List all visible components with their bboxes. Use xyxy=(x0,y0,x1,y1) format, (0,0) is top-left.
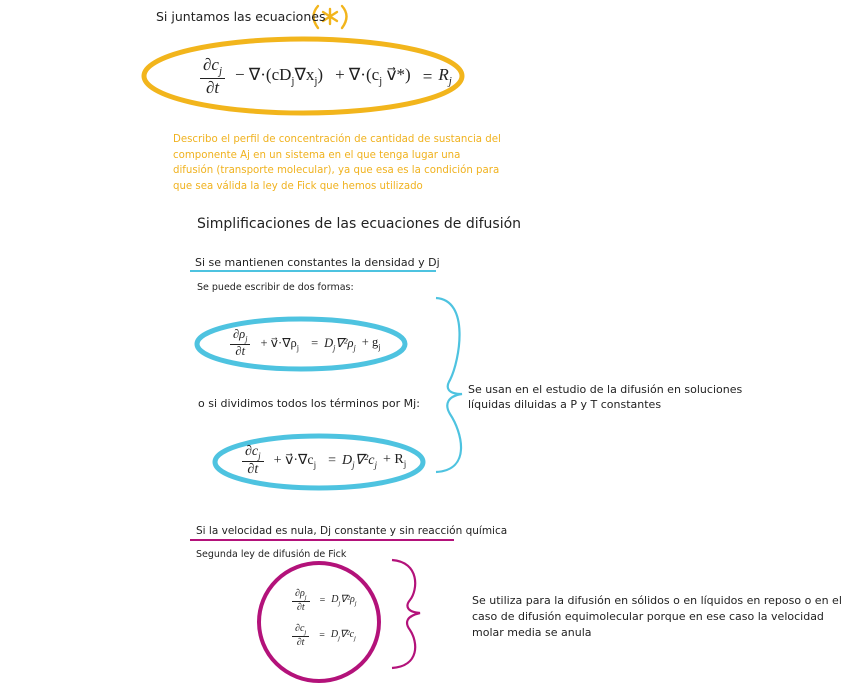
section1-title: Si se mantienen constantes la densidad y Dj xyxy=(195,256,440,269)
main-eq-fraction: $\frac{\partial c_j}{\partial t}$ xyxy=(200,56,225,97)
section1-side-note: Se usan en el estudio de la difusión en soluciones líquidas diluidas a P y T constantes xyxy=(468,383,743,411)
section1-underline xyxy=(190,270,436,272)
section2-title: Si la velocidad es nula, Dj constante y sin reacción química xyxy=(196,525,508,537)
rho-equation: $\frac{\partial\rho_j}{\partial t}$ + $v⃗\cdot\nabla\rho_j$ = $D_j\nabla^2\rho_j$ + $g_j$ xyxy=(226,328,387,359)
top-heading: Si juntamos las ecuaciones xyxy=(156,9,326,24)
fick-rho-equation: $\frac{\partial\rho_j}{\partial t}$ = $D_j\nabla^2\rho_j$ xyxy=(288,588,357,613)
c-equation: $\frac{\partial c_j}{\partial t}$ + $v⃗\cdot\nabla c_j$ = $D_j\nabla^2c_j$ + $R_j$ xyxy=(238,444,412,477)
section2-underline xyxy=(190,539,454,541)
cyan-brace-icon xyxy=(436,298,462,472)
main-equation: $\frac{\partial c_j}{\partial t}$ − $\nabla\cdot(cD_j\nabla x_j)$ + $\nabla\cdot(c_j$ v⃗*) = $R_j$ xyxy=(196,56,452,97)
magenta-brace-icon xyxy=(392,560,420,668)
simplifications-title: Simplificaciones de las ecuaciones de difusión xyxy=(197,216,522,232)
orange-note: Describo el perfil de concentración de cantidad de sustancia del componente Aj en un sistema en el que tenga lugar una difusión (transporte molecular), ya que esa es la condición para que sea válida la ley de Fick que hemos utilizado xyxy=(173,134,501,192)
section1-subtitle: Se puede escribir de dos formas: xyxy=(197,282,354,293)
fick-c-equation: $\frac{\partial c_j}{\partial t}$ = $D_j\nabla^2c_j$ xyxy=(288,623,356,648)
divide-by-mj-text: o si dividimos todos los términos por Mj: xyxy=(198,397,420,410)
section2-side-note: Se utiliza para la difusión en sólidos o en líquidos en reposo o en el caso de difusión equimolecular porque en ese caso la velocidad molar media se anula xyxy=(472,594,842,639)
fick-equation-circle xyxy=(259,563,379,681)
section2-subtitle: Segunda ley de difusión de Fick xyxy=(196,549,347,560)
